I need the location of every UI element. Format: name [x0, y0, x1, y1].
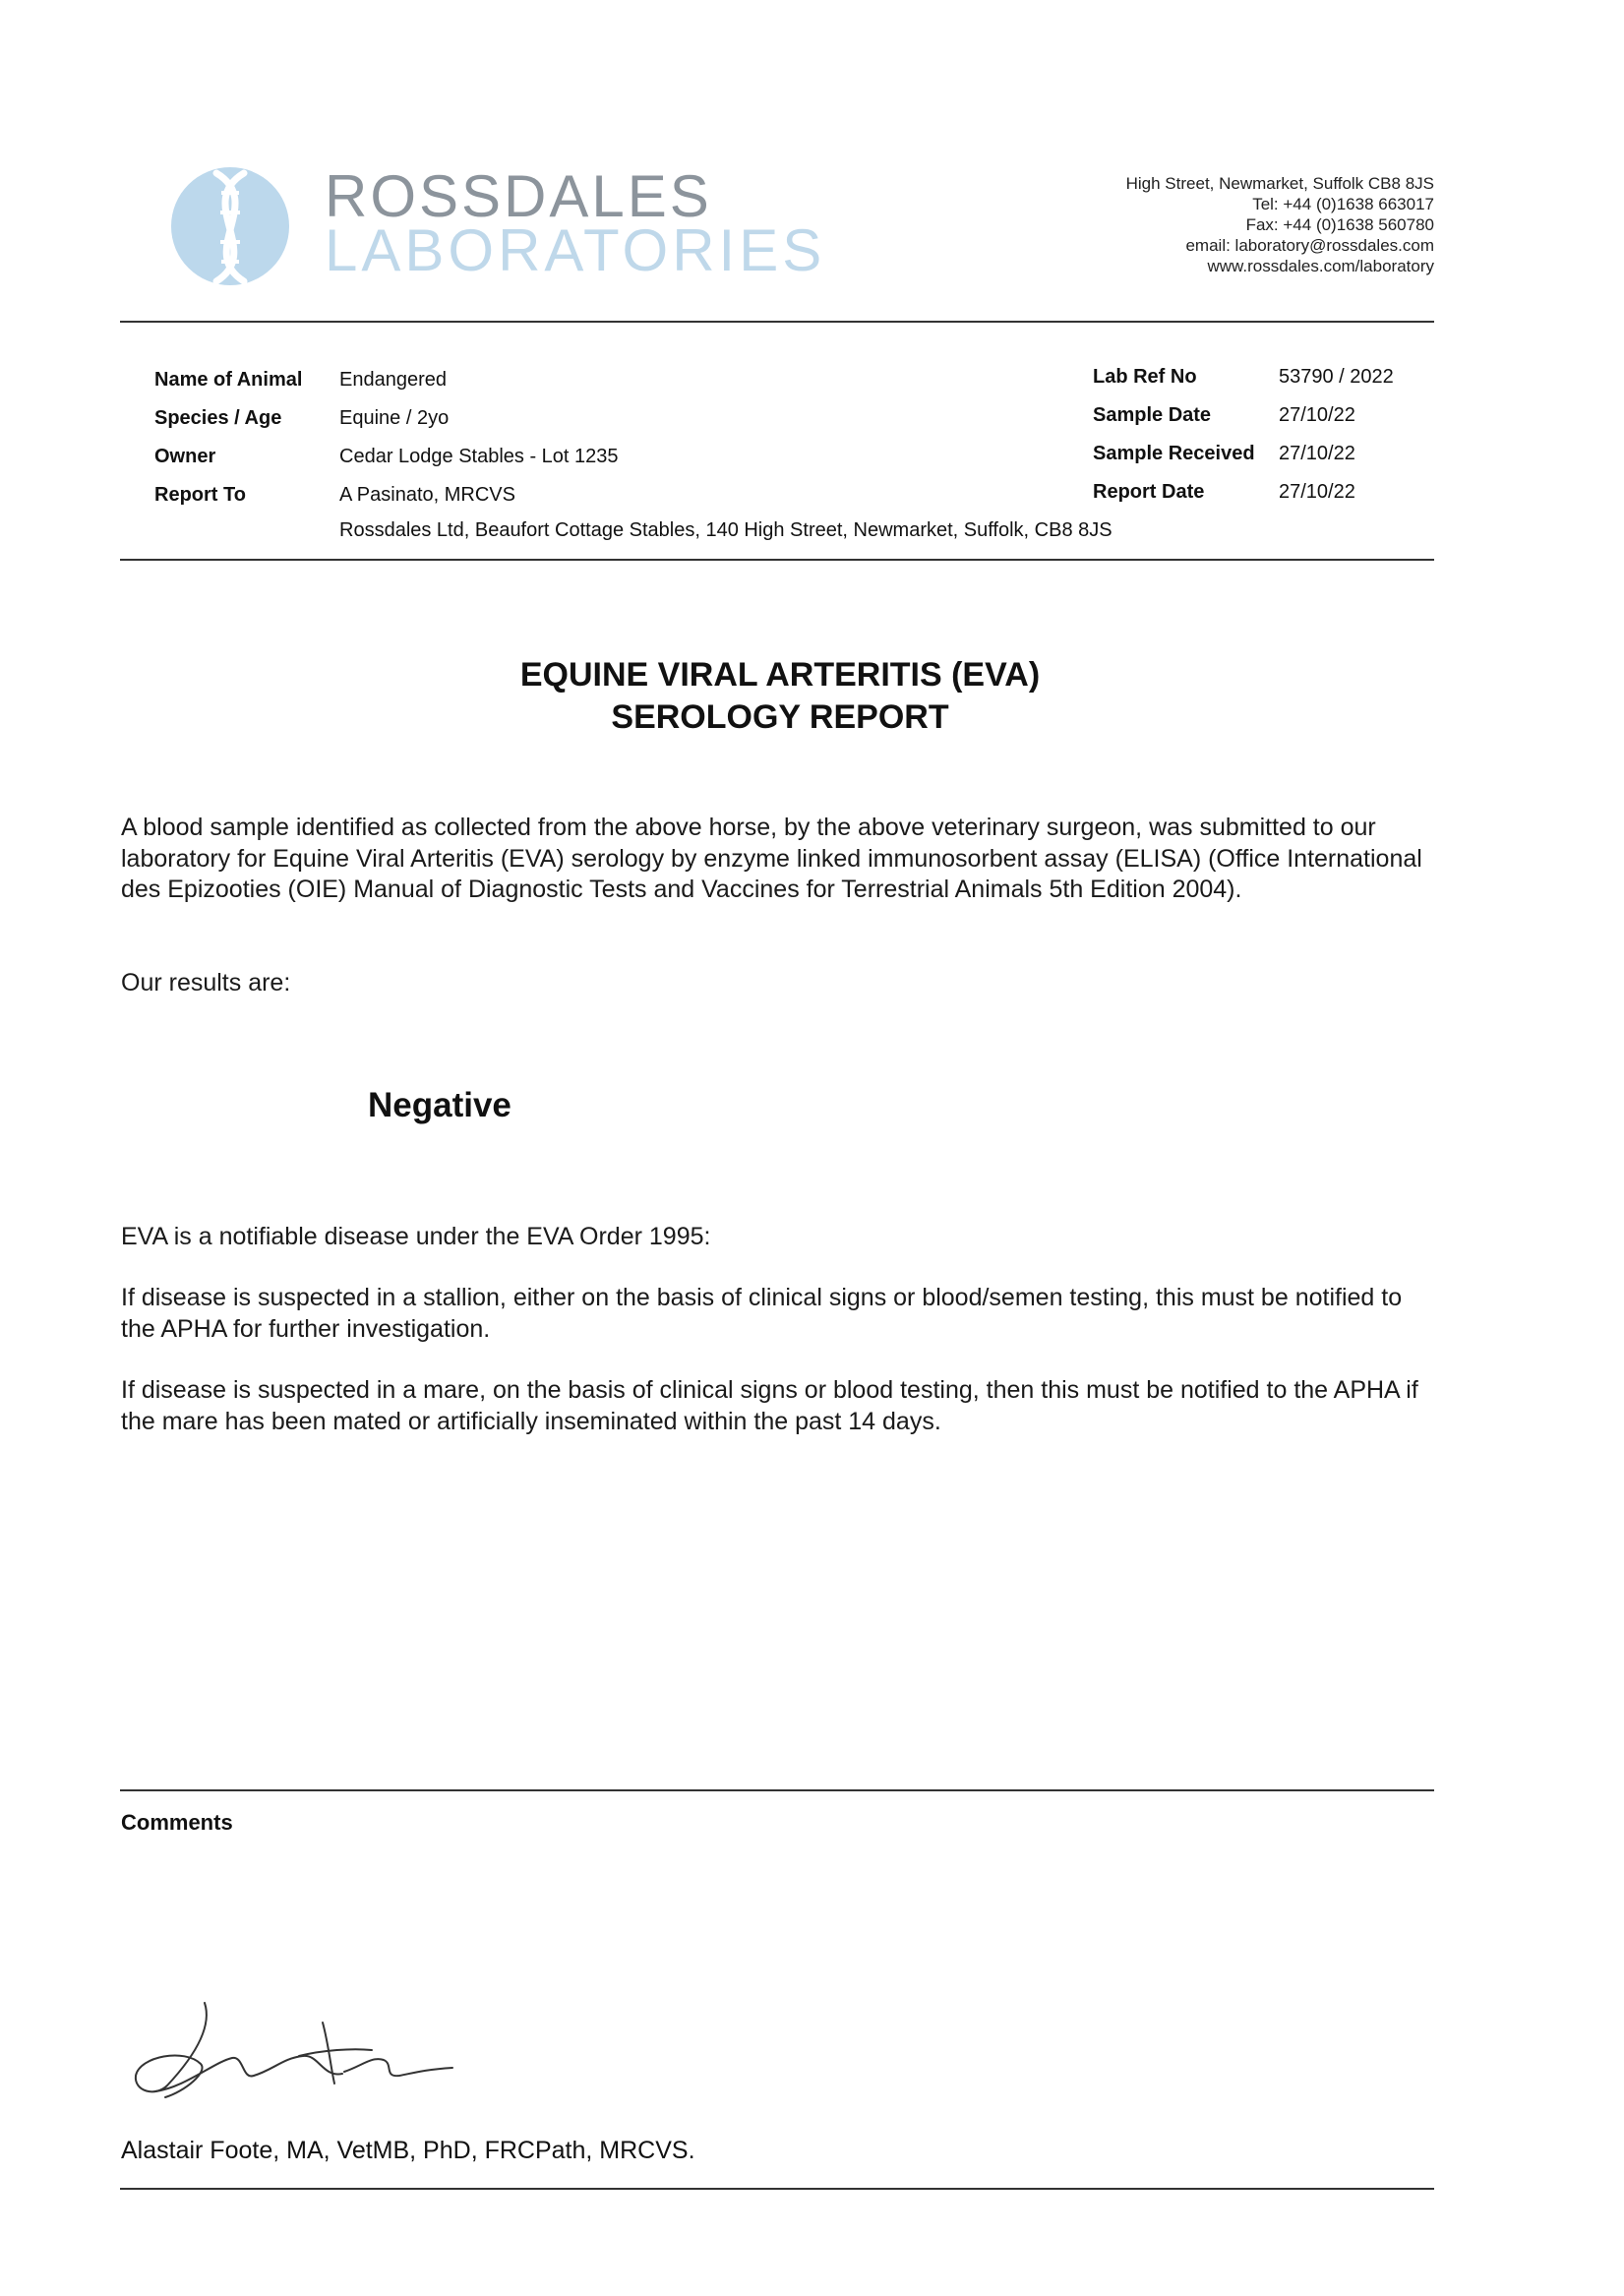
- telephone: Tel: +44 (0)1638 663017: [1252, 195, 1434, 213]
- label-species-age: Species / Age: [154, 407, 282, 429]
- dna-helix-icon: [169, 165, 292, 288]
- signatory-name: Alastair Foote, MA, VetMB, PhD, FRCPath, MRCVS.: [121, 2137, 695, 2164]
- label-name-of-animal: Name of Animal: [154, 369, 303, 391]
- report-title: [0, 654, 1560, 739]
- label-owner: Owner: [154, 446, 216, 467]
- mare-paragraph: If disease is suspected in a mare, on the basis of clinical signs or blood testing, then this must be notified to the APHA if the mare has been mated or artificially inseminated within the past 14 days.: [121, 1376, 1418, 1435]
- intro-paragraph: A blood sample identified as collected from the above horse, by the above veterinary surgeon, was submitted to our laboratory for Equine Viral Arteritis (EVA) serology by enzyme linked immunosorbent assay (ELISA) (Office International des Epizooties (OIE) Manual of Diagnostic Tests and Vaccines for Terrestrial Animals 5th Edition 2004).: [121, 814, 1422, 903]
- brand-name-line2: LABORATORIES: [325, 217, 826, 283]
- signature: [126, 1997, 460, 2105]
- email-link[interactable]: email: laboratory@rossdales.com: [1185, 236, 1434, 255]
- label-report-date: Report Date: [1093, 481, 1205, 503]
- header-divider: [120, 321, 1434, 323]
- label-sample-date: Sample Date: [1093, 404, 1212, 426]
- stallion-paragraph: If disease is suspected in a stallion, either on the basis of clinical signs or blood/semen testing, this must be notified to the APHA for further investigation.: [121, 1284, 1403, 1343]
- lab-logo: [169, 157, 826, 295]
- results-intro: Our results are:: [121, 969, 291, 997]
- details-divider: [120, 559, 1434, 561]
- value-report-date: 27/10/22: [1279, 481, 1355, 503]
- test-result: Negative: [368, 1086, 511, 1124]
- address: High Street, Newmarket, Suffolk CB8 8JS: [1125, 174, 1434, 193]
- value-species-age: Equine / 2yo: [339, 407, 450, 429]
- contact-block: [1126, 173, 1434, 276]
- brand-name-line1: ROSSDALES: [325, 163, 712, 229]
- value-report-to: A Pasinato, MRCVS: [339, 484, 515, 506]
- notifiable-statement: EVA is a notifiable disease under the EVA Order 1995:: [121, 1223, 711, 1250]
- label-report-to: Report To: [154, 484, 246, 506]
- label-lab-ref-no: Lab Ref No: [1093, 366, 1197, 388]
- website-link[interactable]: www.rossdales.com/laboratory: [1207, 257, 1434, 275]
- value-owner: Cedar Lodge Stables - Lot 1235: [339, 446, 619, 467]
- comments-label: Comments: [121, 1810, 233, 1835]
- report-title-line2: SEROLOGY REPORT: [611, 698, 949, 736]
- value-sample-received: 27/10/22: [1279, 443, 1355, 464]
- footer-divider: [120, 2188, 1434, 2190]
- value-name-of-animal: Endangered: [339, 369, 447, 391]
- label-sample-received: Sample Received: [1093, 443, 1255, 464]
- value-report-to-address: Rossdales Ltd, Beaufort Cottage Stables, 140 High Street, Newmarket, Suffolk, CB8 8JS: [339, 519, 1113, 541]
- value-lab-ref-no: 53790 / 2022: [1279, 366, 1394, 388]
- comments-divider: [120, 1789, 1434, 1791]
- value-sample-date: 27/10/22: [1279, 404, 1355, 426]
- report-title-line1: EQUINE VIRAL ARTERITIS (EVA): [519, 656, 1041, 694]
- fax: Fax: +44 (0)1638 560780: [1245, 215, 1434, 234]
